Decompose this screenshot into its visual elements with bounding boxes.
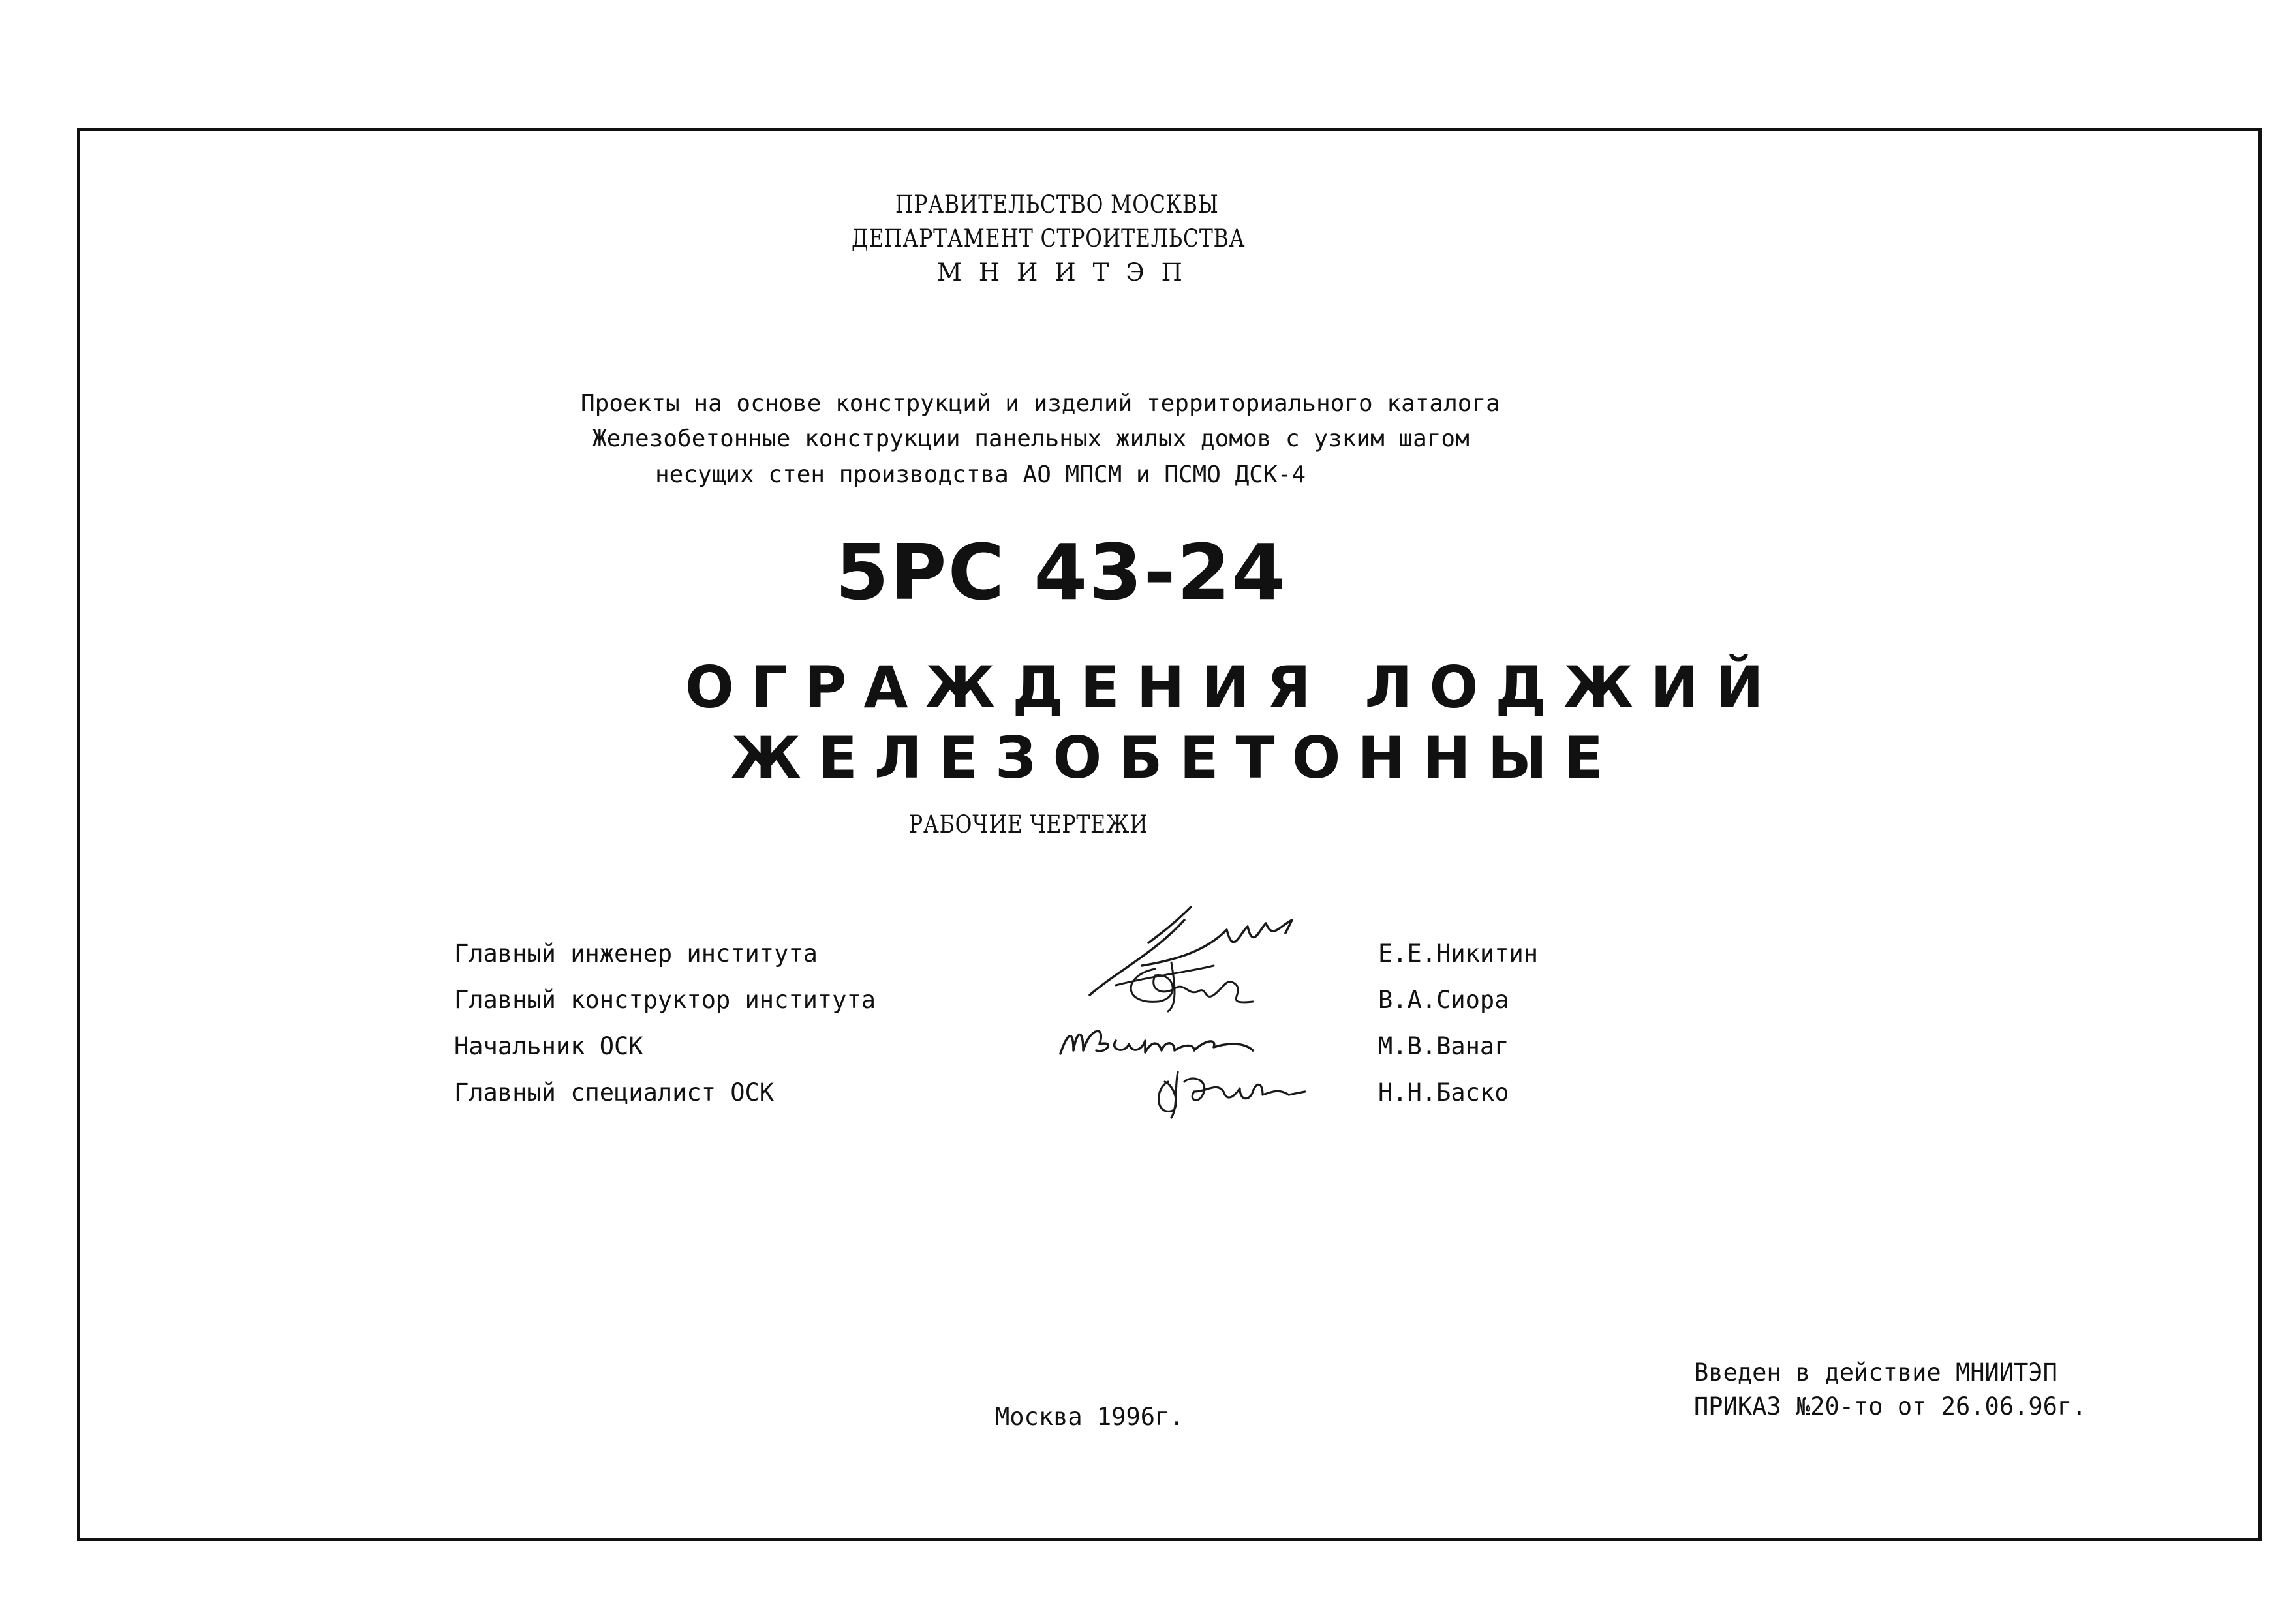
name-nikitin: Е.Е.Никитин (1378, 940, 1539, 968)
role-chief-designer: Главный конструктор института (454, 986, 876, 1014)
place-year: Москва 1996г. (995, 1403, 1184, 1431)
signature-basko (1148, 1062, 1312, 1121)
title-line-1: ОГРАЖДЕНИЯ ЛОДЖИЙ (685, 654, 1781, 721)
order-note: ПРИКАЗ №20-то от 26.06.96г. (1694, 1392, 2087, 1420)
title-line-2: ЖЕЛЕЗОБЕТОННЫЕ (731, 724, 1620, 791)
subtitle: РАБОЧИЕ ЧЕРТЕЖИ (909, 810, 1148, 838)
name-vanag: М.В.Ванаг (1378, 1032, 1509, 1060)
role-chief-specialist: Главный специалист ОСК (454, 1079, 775, 1107)
signature-vanag (1054, 1015, 1269, 1067)
name-basko: Н.Н.Баско (1378, 1079, 1509, 1107)
name-siora: В.А.Сиора (1378, 986, 1509, 1014)
intro-line-1: Проекты на основе конструкций и изделий территориального каталога (581, 390, 1500, 417)
header-institute: МНИИТЭП (937, 258, 1199, 286)
header-department: ДЕПАРТАМЕНТ СТРОИТЕЛЬСТВА (852, 224, 1246, 253)
role-chief-engineer: Главный инженер института (454, 940, 818, 968)
intro-line-2: Железобетонные конструкции панельных жилых домов с узким шагом (592, 425, 1470, 452)
role-head-osk: Начальник ОСК (454, 1032, 643, 1060)
series-code: 5РС 43-24 (835, 527, 1287, 617)
header-government: ПРАВИТЕЛЬСТВО МОСКВЫ (895, 191, 1219, 219)
signature-siora (1109, 956, 1266, 1015)
title-page-frame (77, 128, 2262, 1541)
enactment-note: Введен в действие МНИИТЭП (1694, 1358, 2057, 1387)
intro-line-3: несущих стен производства АО МПСМ и ПСМО ДСК-4 (655, 461, 1306, 488)
